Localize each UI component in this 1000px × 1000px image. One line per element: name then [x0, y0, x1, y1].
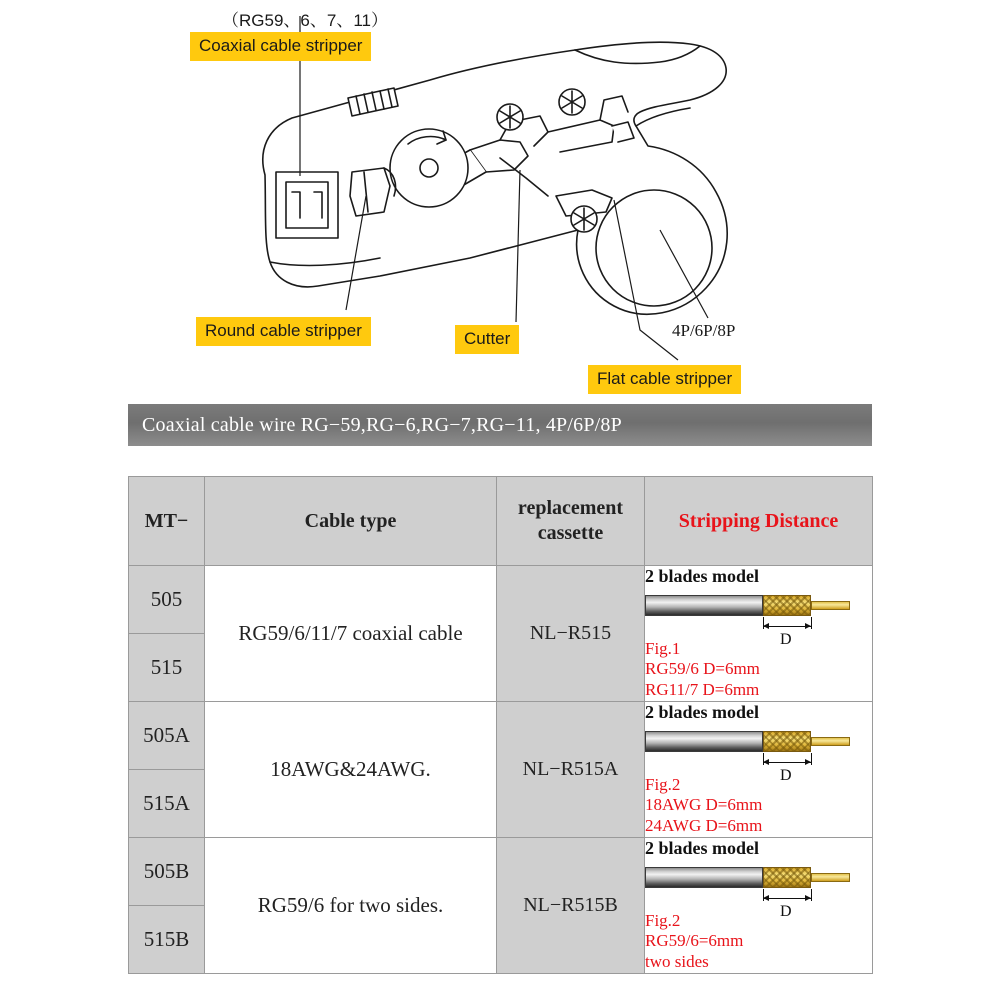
cable-type-3: RG59/6 for two sides.: [205, 838, 497, 974]
fig-label-1: Fig.1: [645, 639, 681, 659]
dimension-arrow: [763, 762, 811, 763]
header-mt: MT−: [129, 477, 205, 566]
dimension-letter-2: D: [780, 767, 792, 785]
cable-center-pin: [811, 873, 850, 882]
dimension-note-2a: 18AWG D=6mm: [645, 795, 763, 815]
cable-jacket: [645, 731, 763, 752]
mt-code-505b: 505B: [129, 838, 205, 906]
table-row: [129, 566, 873, 634]
cable-braid: [763, 731, 811, 752]
fig-label-2: Fig.2: [645, 775, 681, 795]
callout-cutter: Cutter: [455, 325, 519, 354]
header-replacement-cassette: [497, 477, 645, 566]
header-cassette-line2: cassette: [537, 522, 604, 544]
stripping-distance-1: [645, 566, 873, 702]
dimension-letter-1: D: [780, 631, 792, 649]
tool-diagram: [0, 0, 1000, 400]
blades-model-3: 2 blades model: [645, 838, 760, 859]
cable-center-pin: [811, 601, 850, 610]
mt-code-515a: 515A: [129, 770, 205, 838]
fig-label-3: Fig.2: [645, 911, 681, 931]
cable-jacket: [645, 867, 763, 888]
cable-type-2: 18AWG&24AWG.: [205, 702, 497, 838]
cable-braid: [763, 595, 811, 616]
dimension-arrow: [763, 898, 811, 899]
cable-graphic-3: [645, 863, 850, 893]
rg-range-note: （RG59、6、7、11）: [222, 11, 388, 30]
callout-flat-cable-stripper: Flat cable stripper: [588, 365, 741, 394]
cassette-3: NL−R515B: [497, 838, 645, 974]
dimension-note-3a: RG59/6=6mm: [645, 931, 744, 951]
table-row: [129, 702, 873, 770]
header-cassette-line1: replacement: [517, 497, 624, 519]
specification-table: [128, 476, 873, 974]
blades-model-1: 2 blades model: [645, 566, 760, 587]
cassette-2: NL−R515A: [497, 702, 645, 838]
stripping-distance-2: [645, 702, 873, 838]
table-row: [129, 838, 873, 906]
cable-graphic-1: [645, 591, 850, 621]
section-header-title: Coaxial cable wire RG−59,RG−6,RG−7,RG−11, 4P/6P/8P: [142, 413, 622, 436]
dimension-note-1b: RG11/7 D=6mm: [645, 680, 760, 699]
header-cable-type: Cable type: [205, 477, 497, 566]
dimension-note-2b: 24AWG D=6mm: [645, 816, 763, 835]
cable-jacket: [645, 595, 763, 616]
mt-code-505a: 505A: [129, 702, 205, 770]
dimension-note-1a: RG59/6 D=6mm: [645, 659, 760, 679]
dimension-tick-right: [811, 617, 812, 629]
table-header-row: [129, 477, 873, 566]
label-4p6p8p: 4P/6P/8P: [672, 321, 736, 340]
cable-graphic-2: [645, 727, 850, 757]
cassette-1: NL−R515: [497, 566, 645, 702]
blades-model-2: 2 blades model: [645, 702, 760, 723]
dimension-tick-right: [811, 753, 812, 765]
callout-round-cable-stripper: Round cable stripper: [196, 317, 371, 346]
stripping-distance-3: [645, 838, 873, 974]
section-header-bar: [128, 404, 872, 446]
mt-code-515: 515: [129, 634, 205, 702]
dimension-arrow: [763, 626, 811, 627]
callout-coaxial-cable-stripper: Coaxial cable stripper: [190, 32, 371, 61]
cable-type-1: RG59/6/11/7 coaxial cable: [205, 566, 497, 702]
dimension-note-3b: two sides: [645, 952, 709, 971]
mt-code-515b: 515B: [129, 906, 205, 974]
cable-braid: [763, 867, 811, 888]
header-stripping-distance: Stripping Distance: [645, 477, 873, 566]
cable-center-pin: [811, 737, 850, 746]
mt-code-505: 505: [129, 566, 205, 634]
dimension-letter-3: D: [780, 903, 792, 921]
dimension-tick-right: [811, 889, 812, 901]
